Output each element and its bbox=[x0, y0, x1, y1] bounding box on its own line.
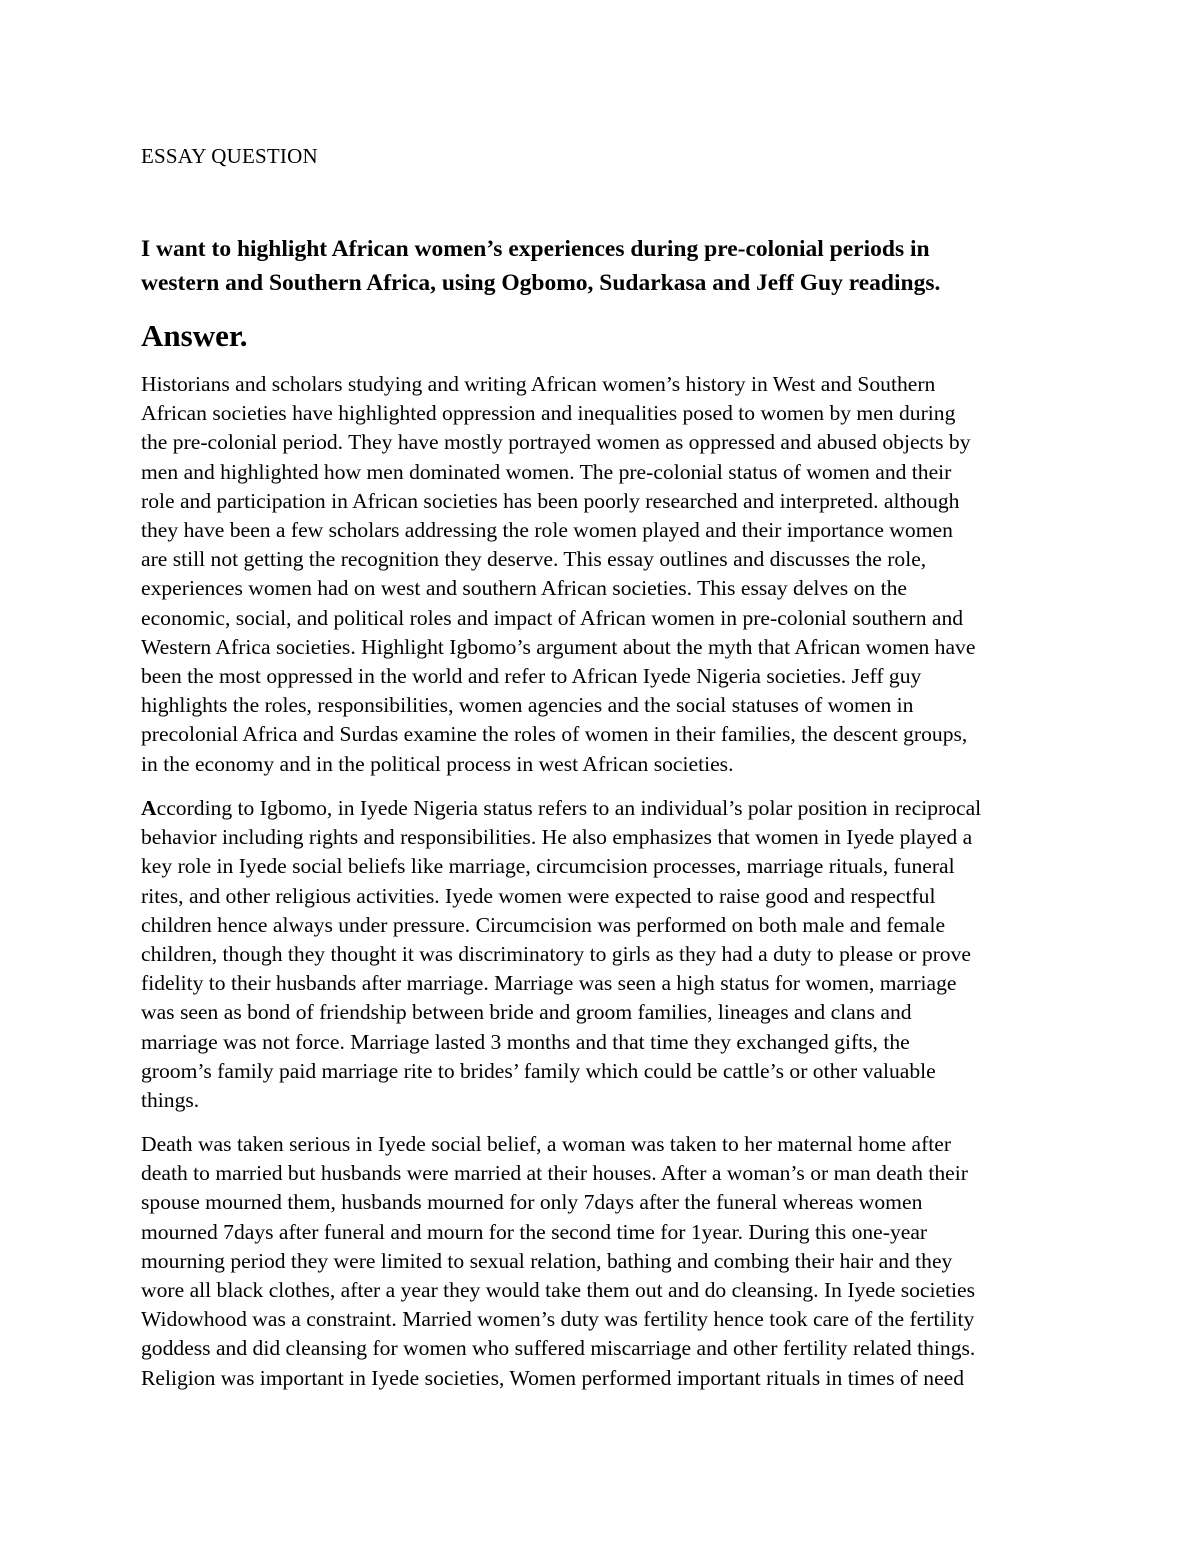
bold-initial-letter: A bbox=[141, 796, 157, 820]
paragraph-line: role and participation in African societies has been poorly researched and interpreted. although bbox=[141, 488, 960, 513]
paragraph-line: Historians and scholars studying and writing African women’s history in West and Southern bbox=[141, 372, 936, 396]
paragraph-line: groom’s family paid marriage rite to brides’ family which could be cattle’s or other valuable bbox=[141, 1058, 936, 1083]
paragraph-line: the pre-colonial period. They have mostly portrayed women as oppressed and abused objects by bbox=[141, 430, 971, 455]
paragraph-line: goddess and did cleansing for women who suffered miscarriage and other fertility related things. bbox=[141, 1336, 976, 1361]
paragraph-line: mourned 7days after funeral and mourn for the second time for 1year. During this one-year bbox=[141, 1219, 928, 1244]
paragraph-line: spouse mourned them, husbands mourned for only 7days after the funeral whereas women bbox=[141, 1190, 923, 1215]
paragraph-line: been the most oppressed in the world and refer to African Iyede Nigeria societies. Jeff guy bbox=[141, 664, 922, 689]
paragraph-line: they have been a few scholars addressing the role women played and their importance women bbox=[141, 518, 953, 543]
paragraph-line: African societies have highlighted oppression and inequalities posed to women by men during bbox=[141, 401, 956, 426]
paragraph-introduction bbox=[141, 370, 1071, 779]
paragraph-death-beliefs bbox=[141, 1130, 1071, 1393]
paragraph-line: key role in Iyede social beliefs like marriage, circumcision processes, marriage rituals, funeral bbox=[141, 854, 955, 879]
paragraph-line: mourning period they were limited to sexual relation, bathing and combing their hair and they bbox=[141, 1248, 953, 1273]
paragraph-line: Religion was important in Iyede societies, Women performed important rituals in times of need bbox=[141, 1365, 965, 1390]
paragraph-line: experiences women had on west and southern African societies. This essay delves on the bbox=[141, 576, 907, 601]
paragraph-line: Western Africa societies. Highlight Igbomo’s argument about the myth that African women have bbox=[141, 634, 976, 659]
question-line: western and Southern Africa, using Ogbomo, Sudarkasa and Jeff Guy readings. bbox=[141, 270, 941, 296]
first-line-text: ccording to Igbomo, in Iyede Nigeria status refers to an individual’s polar position in reciprocal bbox=[156, 796, 982, 820]
paragraph-line: Widowhood was a constraint. Married women’s duty was fertility hence took care of the fertility bbox=[141, 1307, 975, 1332]
paragraph-line: are still not getting the recognition they deserve. This essay outlines and discusses the role, bbox=[141, 547, 927, 572]
paragraph-line: highlights the roles, responsibilities, women agencies and the social statuses of women in bbox=[141, 693, 914, 718]
paragraph-first-line bbox=[141, 794, 1071, 823]
question-line: I want to highlight African women’s experiences during pre-colonial periods in bbox=[141, 236, 930, 262]
paragraph-line: wore all black clothes, after a year they would take them out and do cleansing. In Iyede societies bbox=[141, 1278, 976, 1303]
paragraph-line: children hence always under pressure. Circumcision was performed on both male and female bbox=[141, 912, 946, 937]
paragraph-line: children, though they thought it was discriminatory to girls as they had a duty to please or prove bbox=[141, 942, 971, 967]
paragraph-line: behavior including rights and responsibilities. He also emphasizes that women in Iyede played a bbox=[141, 825, 973, 850]
paragraph-line: Death was taken serious in Iyede social belief, a woman was taken to her maternal home after bbox=[141, 1132, 952, 1156]
paragraph-line: precolonial Africa and Surdas examine the roles of women in their families, the descent groups, bbox=[141, 722, 968, 747]
essay-question-text bbox=[141, 232, 1061, 300]
paragraph-line: in the economy and in the political process in west African societies. bbox=[141, 751, 734, 776]
paragraph-line: was seen as bond of friendship between bride and groom families, lineages and clans and bbox=[141, 1000, 912, 1025]
paragraph-line: death to married but husbands were married at their houses. After a woman’s or man death their bbox=[141, 1161, 968, 1186]
answer-heading: Answer. bbox=[141, 318, 248, 353]
paragraph-line: economic, social, and political roles and impact of African women in pre-colonial southern and bbox=[141, 605, 964, 630]
paragraph-line: things. bbox=[141, 1088, 200, 1113]
paragraph-line: rites, and other religious activities. Iyede women were expected to raise good and respectful bbox=[141, 883, 936, 908]
essay-question-label: ESSAY QUESTION bbox=[141, 144, 318, 168]
paragraph-line: marriage was not force. Marriage lasted 3 months and that time they exchanged gifts, the bbox=[141, 1029, 910, 1054]
paragraph-line: fidelity to their husbands after marriage. Marriage was seen a high status for women, marriage bbox=[141, 971, 957, 996]
paragraph-iyede-status bbox=[141, 794, 1071, 1115]
paragraph-line: men and highlighted how men dominated women. The pre-colonial status of women and their bbox=[141, 459, 952, 484]
